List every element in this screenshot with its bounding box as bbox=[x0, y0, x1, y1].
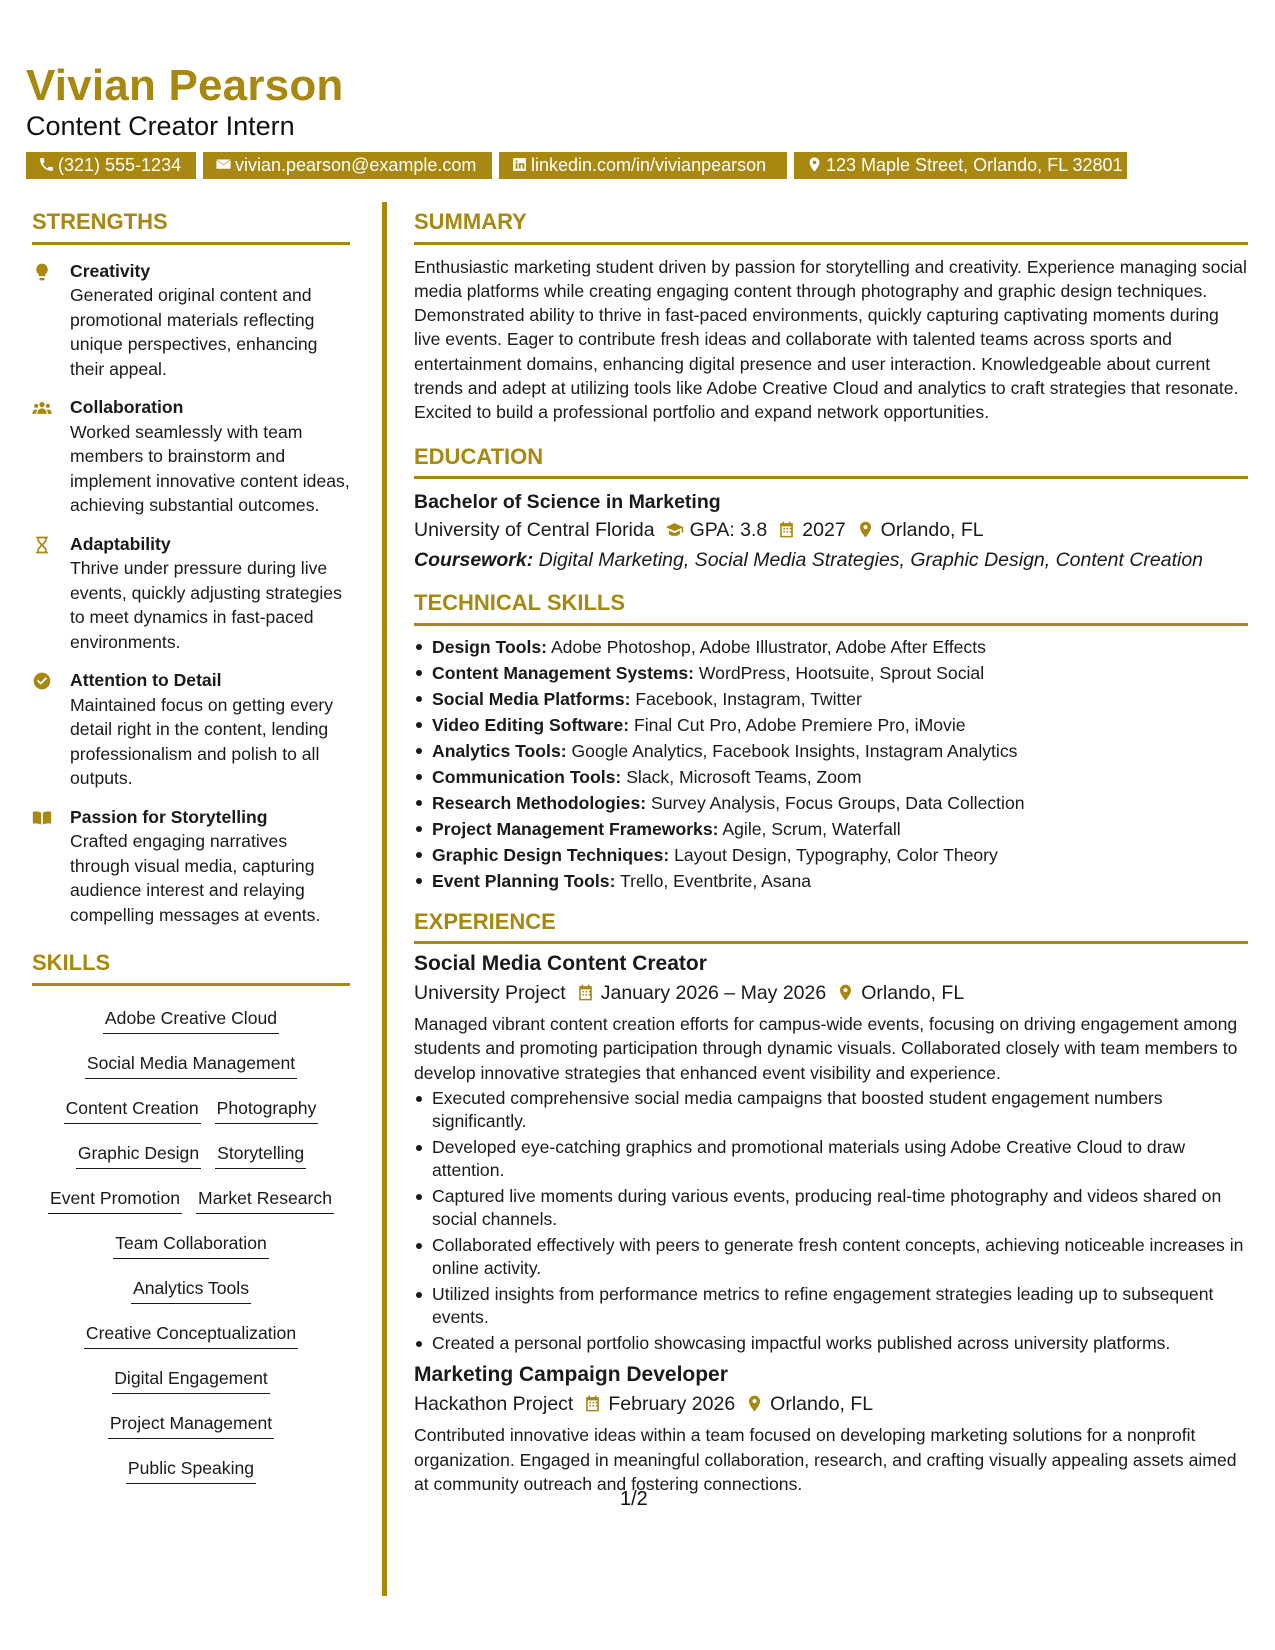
skill-tag: Market Research bbox=[196, 1186, 334, 1214]
list-item bbox=[414, 790, 1248, 816]
map-pin-icon bbox=[836, 983, 855, 1002]
candidate-name: Vivian Pearson bbox=[26, 61, 344, 110]
job-title: Content Creator Intern bbox=[26, 111, 295, 141]
skill-tag: Storytelling bbox=[215, 1141, 306, 1169]
phone-icon bbox=[38, 156, 55, 173]
skill-values: Adobe Photoshop, Adobe Illustrator, Adobe After Effects bbox=[550, 636, 986, 657]
skill-values: Layout Design, Typography, Color Theory bbox=[674, 844, 998, 865]
map-pin-icon bbox=[745, 1394, 764, 1413]
skill-row bbox=[32, 1450, 350, 1495]
skill-tag: Graphic Design bbox=[76, 1141, 201, 1169]
skill-category: Research Methodologies: bbox=[432, 792, 647, 813]
degree-name: Bachelor of Science in Marketing bbox=[414, 491, 721, 514]
graduation-year: 2027 bbox=[802, 519, 846, 542]
check-circle-icon bbox=[32, 671, 52, 691]
skill-tag: Public Speaking bbox=[126, 1456, 256, 1484]
strength-title: Adaptability bbox=[70, 533, 171, 554]
strength-item bbox=[32, 668, 350, 791]
job-description: Contributed innovative ideas within a team focused on developing marketing solutions for a nonprofit organization. Engaged in meaningful collaboration, research, and crafting visually appealing assets aimed at community outreach and fostering connections. bbox=[414, 1425, 1237, 1495]
list-item bbox=[414, 634, 1248, 660]
calendar-icon bbox=[777, 520, 796, 539]
contact-email-text: vivian.pearson@example.com bbox=[235, 155, 477, 175]
skill-category: Video Editing Software: bbox=[432, 714, 630, 735]
list-item bbox=[414, 660, 1248, 686]
strength-title: Attention to Detail bbox=[70, 670, 222, 690]
skill-row bbox=[32, 1180, 350, 1225]
column-divider bbox=[382, 202, 387, 1596]
summary-heading: SUMMARY bbox=[414, 208, 1248, 245]
lightbulb-icon bbox=[32, 262, 52, 282]
contact-email[interactable] bbox=[203, 152, 492, 179]
technical-skills-list bbox=[414, 634, 1248, 894]
list-item: Created a personal portfolio showcasing impactful works published across university platforms. bbox=[414, 1332, 1248, 1356]
skill-category: Project Management Frameworks: bbox=[432, 818, 719, 839]
hourglass-icon bbox=[32, 535, 52, 555]
skill-category: Social Media Platforms: bbox=[432, 688, 631, 709]
skill-tag: Social Media Management bbox=[85, 1051, 297, 1079]
skill-values: Trello, Eventbrite, Asana bbox=[620, 870, 812, 891]
education-location: Orlando, FL bbox=[880, 519, 984, 542]
skill-row bbox=[32, 1045, 350, 1090]
map-pin-icon bbox=[856, 520, 875, 539]
skill-tag: Digital Engagement bbox=[112, 1366, 270, 1394]
job-location: Orlando, FL bbox=[770, 1393, 874, 1416]
skill-values: Facebook, Instagram, Twitter bbox=[635, 688, 862, 709]
envelope-icon bbox=[215, 156, 232, 173]
list-item bbox=[414, 842, 1248, 868]
skill-row bbox=[32, 1135, 350, 1180]
skill-row bbox=[32, 1090, 350, 1135]
book-open-icon bbox=[32, 808, 52, 828]
map-pin-icon bbox=[806, 156, 823, 173]
summary-text: Enthusiastic marketing student driven by passion for storytelling and creativity. Experience managing social media platforms while creating engaging content through photography and graphic design techniques. Demonstrated ability to thrive in fast-paced environments, quickly capturing captivating moments during live events. Eager to contribute fresh ideas and collaborate with talented teams across sports and entertainment domains, enhancing digital presence and user interaction. Knowledgeable about current trends and adept at utilizing tools like Adobe Creative Cloud and analytics to craft strategies that resonate. Excited to build a professional portfolio and expand network opportunities. bbox=[414, 256, 1247, 423]
strength-title: Passion for Storytelling bbox=[70, 806, 268, 827]
position-title: Marketing Campaign Developer bbox=[414, 1363, 728, 1387]
experience-meta bbox=[414, 978, 1248, 1008]
users-icon bbox=[32, 398, 52, 418]
calendar-icon bbox=[576, 983, 595, 1002]
job-location: Orlando, FL bbox=[861, 982, 965, 1005]
skill-tag: Content Creation bbox=[64, 1096, 201, 1124]
skills-heading: SKILLS bbox=[32, 949, 350, 986]
experience-entry bbox=[414, 1361, 1248, 1496]
skill-values: Final Cut Pro, Adobe Premiere Pro, iMovie bbox=[634, 714, 966, 735]
skill-tag: Analytics Tools bbox=[131, 1276, 251, 1304]
contact-address-text: 123 Maple Street, Orlando, FL 32801 bbox=[826, 155, 1123, 175]
left-column bbox=[32, 208, 350, 1495]
list-item bbox=[414, 738, 1248, 764]
experience-meta bbox=[414, 1389, 1248, 1419]
skill-tag: Project Management bbox=[108, 1411, 274, 1439]
list-item: Utilized insights from performance metrics to refine engagement strategies leading up to subsequent events. bbox=[414, 1283, 1248, 1330]
strength-title: Collaboration bbox=[70, 397, 184, 417]
organization: University Project bbox=[414, 982, 566, 1005]
skill-category: Content Management Systems: bbox=[432, 662, 694, 683]
list-item bbox=[414, 868, 1248, 894]
strength-desc: Maintained focus on getting every detail right in the content, lending professionalism and polish to all outputs. bbox=[70, 694, 334, 788]
strength-item bbox=[32, 395, 350, 518]
technical-skills-heading: TECHNICAL SKILLS bbox=[414, 589, 1248, 626]
skill-values: Google Analytics, Facebook Insights, Instagram Analytics bbox=[571, 740, 1018, 761]
organization: Hackathon Project bbox=[414, 1393, 574, 1416]
achievements-list bbox=[414, 1087, 1248, 1356]
strength-item bbox=[32, 259, 350, 382]
strength-desc: Worked seamlessly with team members to brainstorm and implement innovative content ideas, achieving substantial outcomes. bbox=[70, 421, 350, 515]
strength-desc: Crafted engaging narratives through visual media, capturing audience interest and relaying compelling messages at events. bbox=[70, 831, 321, 925]
skill-tag: Team Collaboration bbox=[113, 1231, 269, 1259]
calendar-icon bbox=[583, 1394, 602, 1413]
graduation-cap-icon bbox=[665, 520, 684, 539]
list-item: Developed eye-catching graphics and promotional materials using Adobe Creative Cloud to draw attention. bbox=[414, 1136, 1248, 1183]
skill-category: Graphic Design Techniques: bbox=[432, 844, 670, 865]
date-range: January 2026 – May 2026 bbox=[600, 982, 827, 1005]
strength-desc: Generated original content and promotional materials reflecting unique perspectives, enhancing their appeal. bbox=[70, 285, 318, 379]
coursework bbox=[414, 545, 1248, 575]
school-name: University of Central Florida bbox=[414, 519, 655, 542]
skill-row bbox=[32, 1405, 350, 1450]
list-item bbox=[414, 686, 1248, 712]
strength-item bbox=[32, 532, 350, 655]
education-meta bbox=[414, 515, 1248, 545]
skills-list bbox=[32, 1000, 350, 1495]
right-column bbox=[414, 208, 1248, 1496]
linkedin-icon bbox=[511, 156, 528, 173]
list-item: Executed comprehensive social media campaigns that boosted student engagement numbers significantly. bbox=[414, 1087, 1248, 1134]
job-description: Managed vibrant content creation efforts for campus-wide events, focusing on driving engagement among students and promoting participation through dynamic visuals. Collaborated closely with team members to develop innovative strategies that enhanced event visibility and experience. bbox=[414, 1014, 1238, 1083]
coursework-list: Digital Marketing, Social Media Strategies, Graphic Design, Content Creation bbox=[538, 549, 1204, 572]
skill-values: Slack, Microsoft Teams, Zoom bbox=[626, 766, 862, 787]
experience-heading: EXPERIENCE bbox=[414, 908, 1248, 945]
contact-address[interactable] bbox=[794, 152, 1127, 179]
experience-entry bbox=[414, 950, 1248, 1355]
skill-category: Analytics Tools: bbox=[432, 740, 567, 761]
page-number: 1/2 bbox=[620, 1488, 648, 1510]
skill-row bbox=[32, 1225, 350, 1270]
skill-row bbox=[32, 1360, 350, 1405]
skill-tag: Adobe Creative Cloud bbox=[103, 1006, 279, 1034]
skill-tag: Photography bbox=[215, 1096, 319, 1124]
list-item bbox=[414, 712, 1248, 738]
skill-category: Event Planning Tools: bbox=[432, 870, 616, 891]
position-title: Social Media Content Creator bbox=[414, 952, 707, 976]
skill-category: Design Tools: bbox=[432, 636, 548, 657]
skill-values: WordPress, Hootsuite, Sprout Social bbox=[698, 662, 985, 683]
strength-title: Creativity bbox=[70, 260, 151, 281]
date-range: February 2026 bbox=[608, 1393, 736, 1416]
gpa: GPA: 3.8 bbox=[689, 519, 768, 542]
skill-row bbox=[32, 1000, 350, 1045]
contact-linkedin[interactable] bbox=[499, 152, 787, 179]
coursework-label: Coursework: bbox=[414, 549, 534, 572]
education-heading: EDUCATION bbox=[414, 443, 1248, 480]
skill-category: Communication Tools: bbox=[432, 766, 622, 787]
skill-values: Agile, Scrum, Waterfall bbox=[722, 818, 901, 839]
contact-linkedin-text: linkedin.com/in/vivianpearson bbox=[531, 155, 767, 175]
skill-row bbox=[32, 1270, 350, 1315]
skill-tag: Creative Conceptualization bbox=[84, 1321, 298, 1349]
list-item bbox=[414, 764, 1248, 790]
list-item: Collaborated effectively with peers to generate fresh content concepts, achieving noticeable increases in online activity. bbox=[414, 1234, 1248, 1281]
list-item bbox=[414, 816, 1248, 842]
skill-tag: Event Promotion bbox=[48, 1186, 182, 1214]
strengths-heading: STRENGTHS bbox=[32, 208, 350, 245]
list-item: Captured live moments during various events, producing real-time photography and videos shared on social channels. bbox=[414, 1185, 1248, 1232]
skill-values: Survey Analysis, Focus Groups, Data Collection bbox=[651, 792, 1025, 813]
strength-item bbox=[32, 805, 350, 928]
contact-phone[interactable] bbox=[26, 152, 196, 179]
contact-phone-text: (321) 555-1234 bbox=[58, 155, 182, 175]
strength-desc: Thrive under pressure during live events, quickly adjusting strategies to meet dynamics in fast-paced environments. bbox=[70, 558, 342, 652]
skill-row bbox=[32, 1315, 350, 1360]
